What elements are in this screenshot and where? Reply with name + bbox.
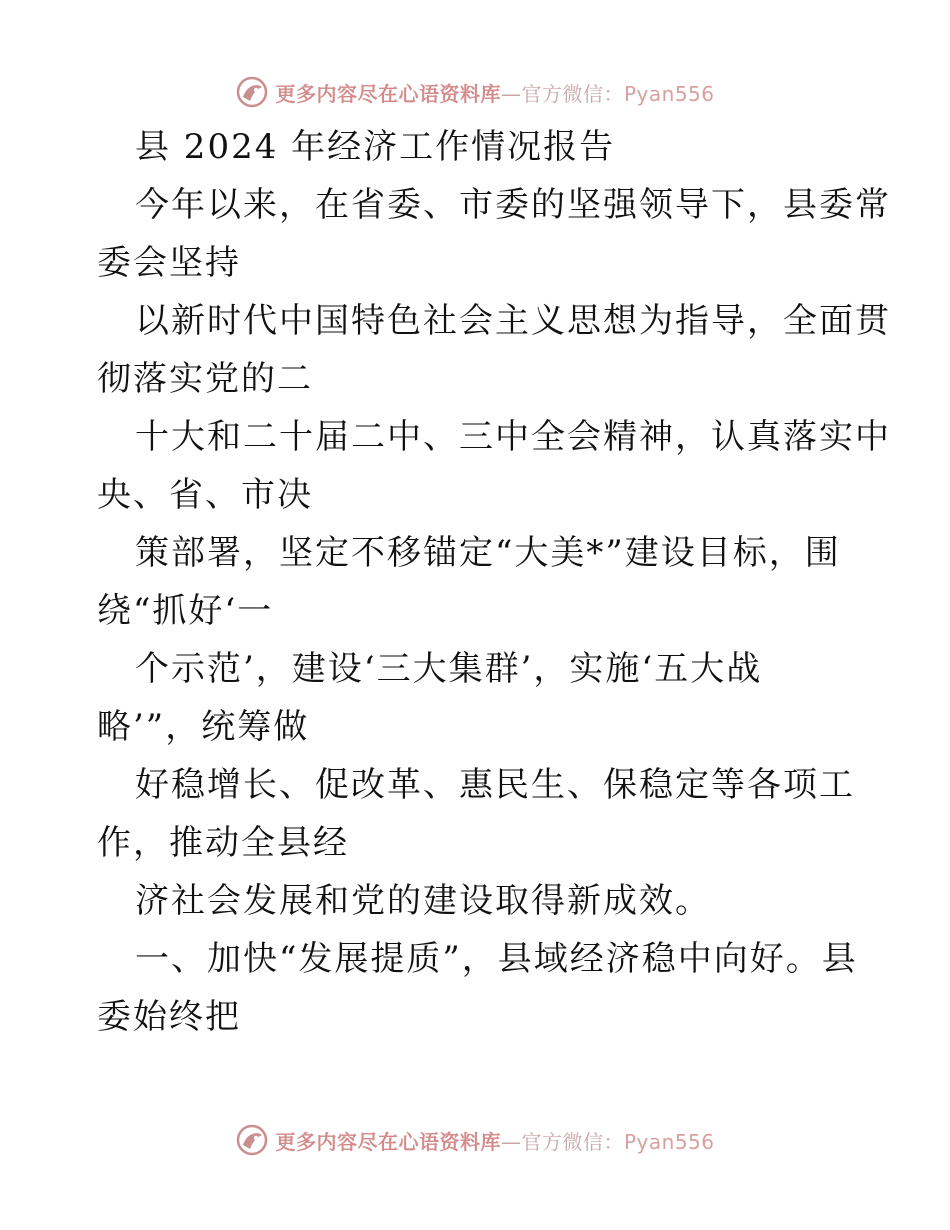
- paragraph-line: 委会坚持: [97, 243, 241, 283]
- paragraph-line: 今年以来，在省委、市委的坚强领导下，县委常: [135, 185, 891, 225]
- section-heading-line: 一、加快“发展提质”，县域经济稳中向好。县: [135, 939, 858, 979]
- paragraph-line: 央、省、市决: [97, 475, 313, 515]
- watermark-wechat-id: Pyan556: [623, 1129, 715, 1154]
- paragraph-line: 策部署，坚定不移锚定“大美*”建设目标，围: [135, 533, 841, 573]
- logo-icon: [235, 75, 269, 109]
- paragraph-line: 作，推动全县经: [97, 823, 349, 863]
- paragraph-line: 以新时代中国特色社会主义思想为指导，全面贯: [135, 301, 891, 341]
- watermark-text: [275, 1126, 714, 1155]
- watermark-brand: 更多内容尽在心语资料库: [275, 1129, 501, 1154]
- paragraph-line: 十大和二十届二中、三中全会精神，认真落实中: [135, 417, 891, 457]
- watermark-text: [275, 78, 714, 107]
- paragraph-line: 彻落实党的二: [97, 359, 313, 399]
- paragraph-line: 委始终把: [97, 997, 241, 1037]
- watermark-dash: —: [500, 81, 522, 106]
- watermark-dash: —: [500, 1129, 522, 1154]
- watermark-brand: 更多内容尽在心语资料库: [275, 81, 501, 106]
- document-title: 县 2024 年经济工作情况报告: [135, 127, 616, 167]
- header-watermark: [0, 72, 950, 112]
- paragraph-line: 好稳增长、促改革、惠民生、保稳定等各项工: [135, 765, 855, 805]
- watermark-wechat-label: 官方微信：: [521, 81, 624, 106]
- footer-watermark: [0, 1120, 950, 1160]
- logo-icon: [235, 1123, 269, 1157]
- document-body: [97, 118, 891, 1046]
- paragraph-line: 绕“抓好‘一: [97, 591, 274, 631]
- watermark-wechat-label: 官方微信：: [521, 1129, 624, 1154]
- paragraph-line: 略’”，统筹做: [97, 707, 310, 747]
- paragraph-line: 个示范’，建设‘三大集群’，实施‘五大战: [135, 649, 763, 689]
- watermark-wechat-id: Pyan556: [623, 81, 715, 106]
- paragraph-line: 济社会发展和党的建设取得新成效。: [135, 881, 711, 921]
